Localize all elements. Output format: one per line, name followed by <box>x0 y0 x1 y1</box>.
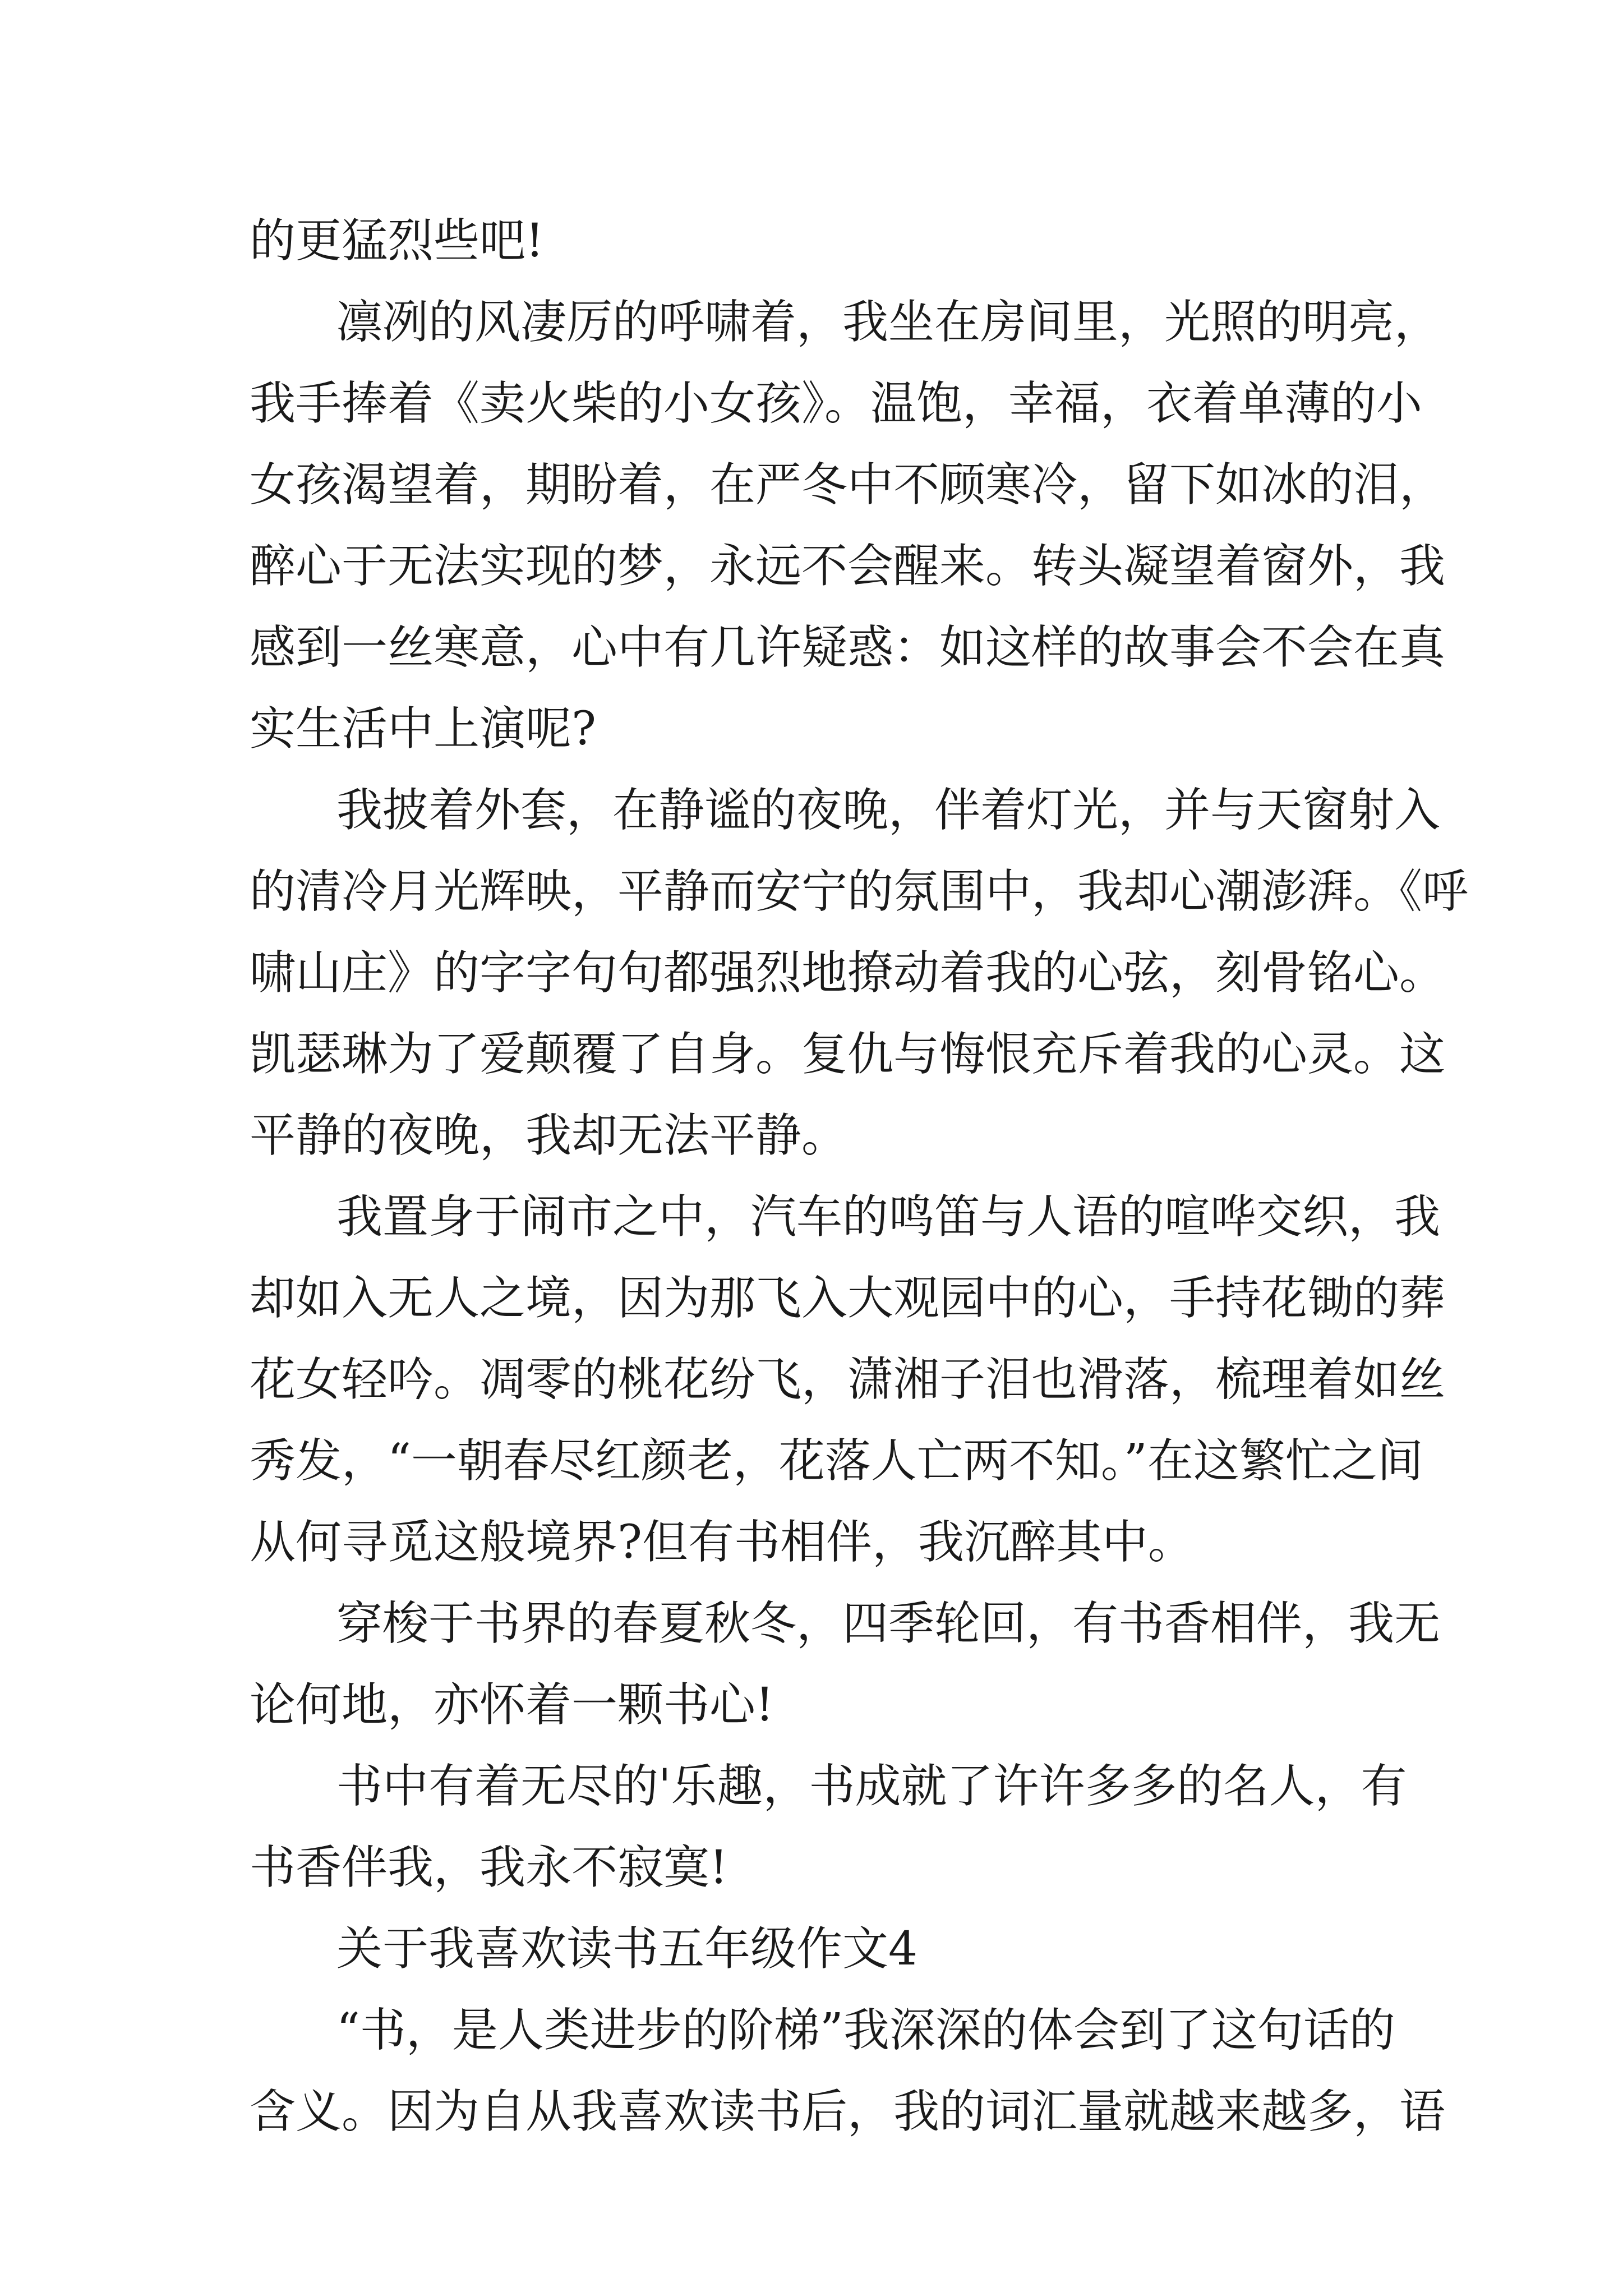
text-line: 书中有着无尽的'乐趣，书成就了许许多多的名人，有 <box>336 1760 1407 1813</box>
text-line: 啸山庄》的字字句句都强烈地撩动着我的心弦，刻骨铭心。 <box>250 946 1446 1000</box>
text-line: 感到一丝寒意，心中有几许疑惑：如这样的故事会不会在真 <box>250 621 1446 674</box>
text-line: 醉心于无法实现的梦，永远不会醒来。转头凝望着窗外，我 <box>250 540 1446 593</box>
text-line: “书，是人类进步的阶梯”我深深的体会到了这句话的 <box>336 2004 1395 2057</box>
text-line: 实生活中上演呢? <box>250 702 596 756</box>
section-heading: 关于我喜欢读书五年级作文4 <box>336 1922 918 1976</box>
text-line: 秀发，“一朝春尽红颜老，花落人亡两不知。”在这繁忙之间 <box>250 1434 1423 1488</box>
text-line: 论何地，亦怀着一颗书心! <box>250 1678 774 1732</box>
text-line: 书香伴我，我永不寂寞! <box>250 1841 728 1894</box>
text-line: 从何寻觅这般境界?但有书相伴，我沉醉其中。 <box>250 1516 1194 1569</box>
text-line: 的更猛烈些吧! <box>250 214 544 268</box>
text-line: 花女轻吟。凋零的桃花纷飞，潇湘子泪也滑落，梳理着如丝 <box>250 1353 1446 1406</box>
text-line: 平静的夜晚，我却无法平静。 <box>250 1109 848 1162</box>
text-line: 女孩渴望着，期盼着，在严冬中不顾寒冷，留下如冰的泪， <box>250 458 1446 512</box>
text-line: 含义。因为自从我喜欢读书后，我的词汇量就越来越多，语 <box>250 2085 1446 2138</box>
text-line: 却如入无人之境，因为那飞入大观园中的心，手持花锄的葬 <box>250 1272 1446 1325</box>
text-line: 我置身于闹市之中，汽车的鸣笛与人语的喧哗交织，我 <box>336 1190 1441 1244</box>
text-line: 凛冽的风凄厉的呼啸着，我坐在房间里，光照的明亮， <box>336 296 1441 349</box>
text-line: 我手捧着《卖火柴的小女孩》。温饱，幸福，衣着单薄的小 <box>250 377 1423 430</box>
text-line: 我披着外套，在静谧的夜晚，伴着灯光，并与天窗射入 <box>336 784 1441 837</box>
text-line: 穿梭于书界的春夏秋冬，四季轮回，有书香相伴，我无 <box>336 1597 1441 1650</box>
text-line: 的清冷月光辉映，平静而安宁的氛围中，我却心潮澎湃。《呼 <box>250 865 1469 918</box>
text-line: 凯瑟琳为了爱颠覆了自身。复仇与悔恨充斥着我的心灵。这 <box>250 1028 1446 1081</box>
